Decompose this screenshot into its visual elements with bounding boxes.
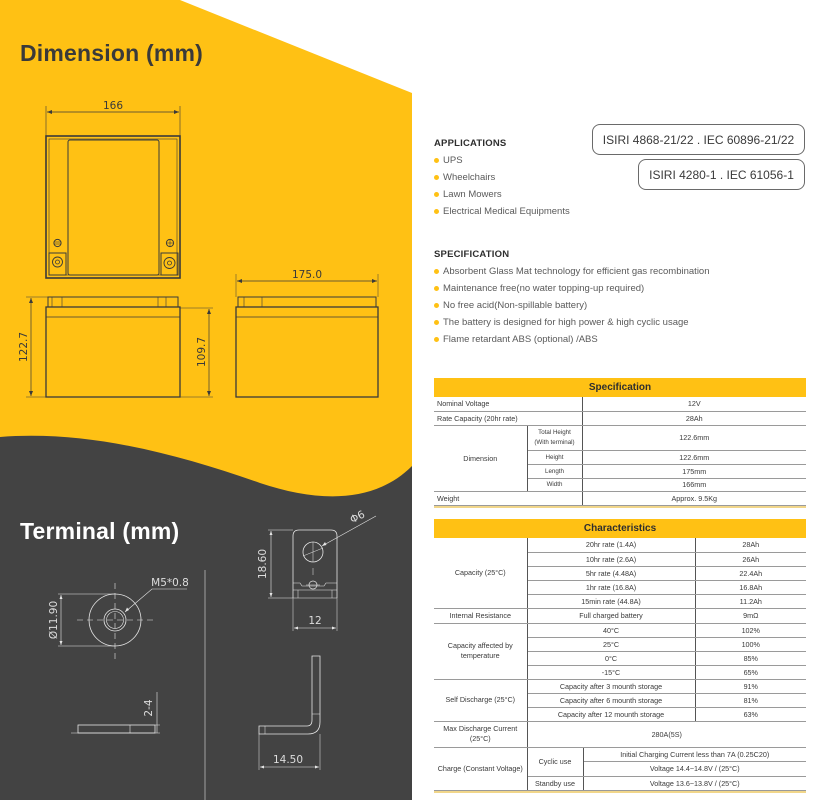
tab-height-label: 18.60: [257, 548, 269, 580]
bullet-icon: [434, 286, 439, 291]
bullet-icon: [434, 158, 439, 163]
bullet-icon: [434, 269, 439, 274]
applications-list: [434, 152, 570, 220]
applications-heading: APPLICATIONS: [434, 138, 507, 149]
list-item: Absorbent Glass Mat technology for efficient gas recombination: [434, 263, 710, 280]
table-row: 25°C 100%: [434, 637, 806, 651]
bullet-icon: [434, 320, 439, 325]
table-row: 10hr rate (2.6A) 26Ah: [434, 552, 806, 566]
terminal-title: Terminal (mm): [20, 518, 180, 544]
characteristics-table: [434, 519, 806, 791]
list-item: Maintenance free(no water topping-up required): [434, 280, 710, 297]
list-item: Wheelchairs: [434, 169, 570, 186]
specification-table-title: Specification: [434, 378, 806, 397]
table-row: Voltage 14.4~14.8V / (25°C): [434, 761, 806, 776]
table-row: 15min rate (44.8A) 11.2Ah: [434, 594, 806, 608]
bullet-icon: [434, 175, 439, 180]
table-row: 5hr rate (4.48A) 22.4Ah: [434, 566, 806, 580]
list-item: The battery is designed for high power & high cyclic usage: [434, 314, 710, 331]
table-row: Internal Resistance Full charged battery 9mΩ: [434, 608, 806, 623]
body-height-label: 109.7: [196, 336, 208, 368]
features-section: [434, 246, 710, 348]
table-row: Length 175mm: [434, 464, 806, 478]
base-length-label: 14.50: [272, 754, 304, 766]
table-row: 1hr rate (16.8A) 16.8Ah: [434, 580, 806, 594]
table-row: Charge (Constant Voltage) Cyclic use Initial Charging Current less than 7A (0.25C20): [434, 747, 806, 761]
total-height-label: 122.7: [18, 331, 30, 363]
features-heading: SPECIFICATION: [434, 249, 510, 260]
table-row: Height 122.6mm: [434, 450, 806, 464]
features-list: [434, 263, 710, 348]
thread-label: M5*0.8: [151, 577, 189, 589]
table-row: Weight Approx. 9.5Kg: [434, 491, 806, 505]
applications-section: [434, 135, 570, 220]
specification-table: [434, 378, 806, 506]
table-row: Max Discharge Current (25°C) 280A(5S): [434, 721, 806, 747]
table-row: Nominal Voltage 12V: [434, 397, 806, 411]
table-row: Capacity after 6 mounth storage 81%: [434, 693, 806, 707]
table-row: Capacity affected by temperature 40°C 102%: [434, 623, 806, 637]
dimension-title: Dimension (mm): [20, 40, 203, 66]
table-row: Dimension Total Height (With terminal) 122.6mm: [434, 425, 806, 450]
thickness-label: 2-4: [143, 699, 155, 717]
table-row: Self Discharge (25°C) Capacity after 3 mounth storage 91%: [434, 679, 806, 693]
list-item: No free acid(Non-spillable battery): [434, 297, 710, 314]
bullet-icon: [434, 303, 439, 308]
table-row: 0°C 85%: [434, 651, 806, 665]
characteristics-table-title: Characteristics: [434, 519, 806, 538]
list-item: Electrical Medical Equipments: [434, 203, 570, 220]
table-row: -15°C 65%: [434, 665, 806, 679]
list-item: Flame retardant ABS (optional) /ABS: [434, 331, 710, 348]
bullet-icon: [434, 192, 439, 197]
terminal-diameter-label: Ø11.90: [48, 600, 60, 640]
top-width-label: 166: [102, 100, 124, 112]
bullet-icon: [434, 337, 439, 342]
table-row: Width 166mm: [434, 478, 806, 491]
hole-diameter-label: Φ6: [348, 508, 368, 527]
bullet-icon: [434, 209, 439, 214]
table-row: Standby use Voltage 13.6~13.8V / (25°C): [434, 776, 806, 790]
standard-badge: ISIRI 4280-1 . IEC 61056-1: [638, 159, 805, 190]
table-row: Capacity after 12 mounth storage 63%: [434, 707, 806, 721]
table-row: Capacity (25°C) 20hr rate (1.4A) 28Ah: [434, 538, 806, 552]
side-length-label: 175.0: [291, 269, 323, 281]
standard-badge: ISIRI 4868-21/22 . IEC 60896-21/22: [592, 124, 805, 155]
list-item: Lawn Mowers: [434, 186, 570, 203]
table-row: Rate Capacity (20hr rate) 28Ah: [434, 411, 806, 425]
tab-width-label: 12: [308, 615, 322, 627]
list-item: UPS: [434, 152, 570, 169]
